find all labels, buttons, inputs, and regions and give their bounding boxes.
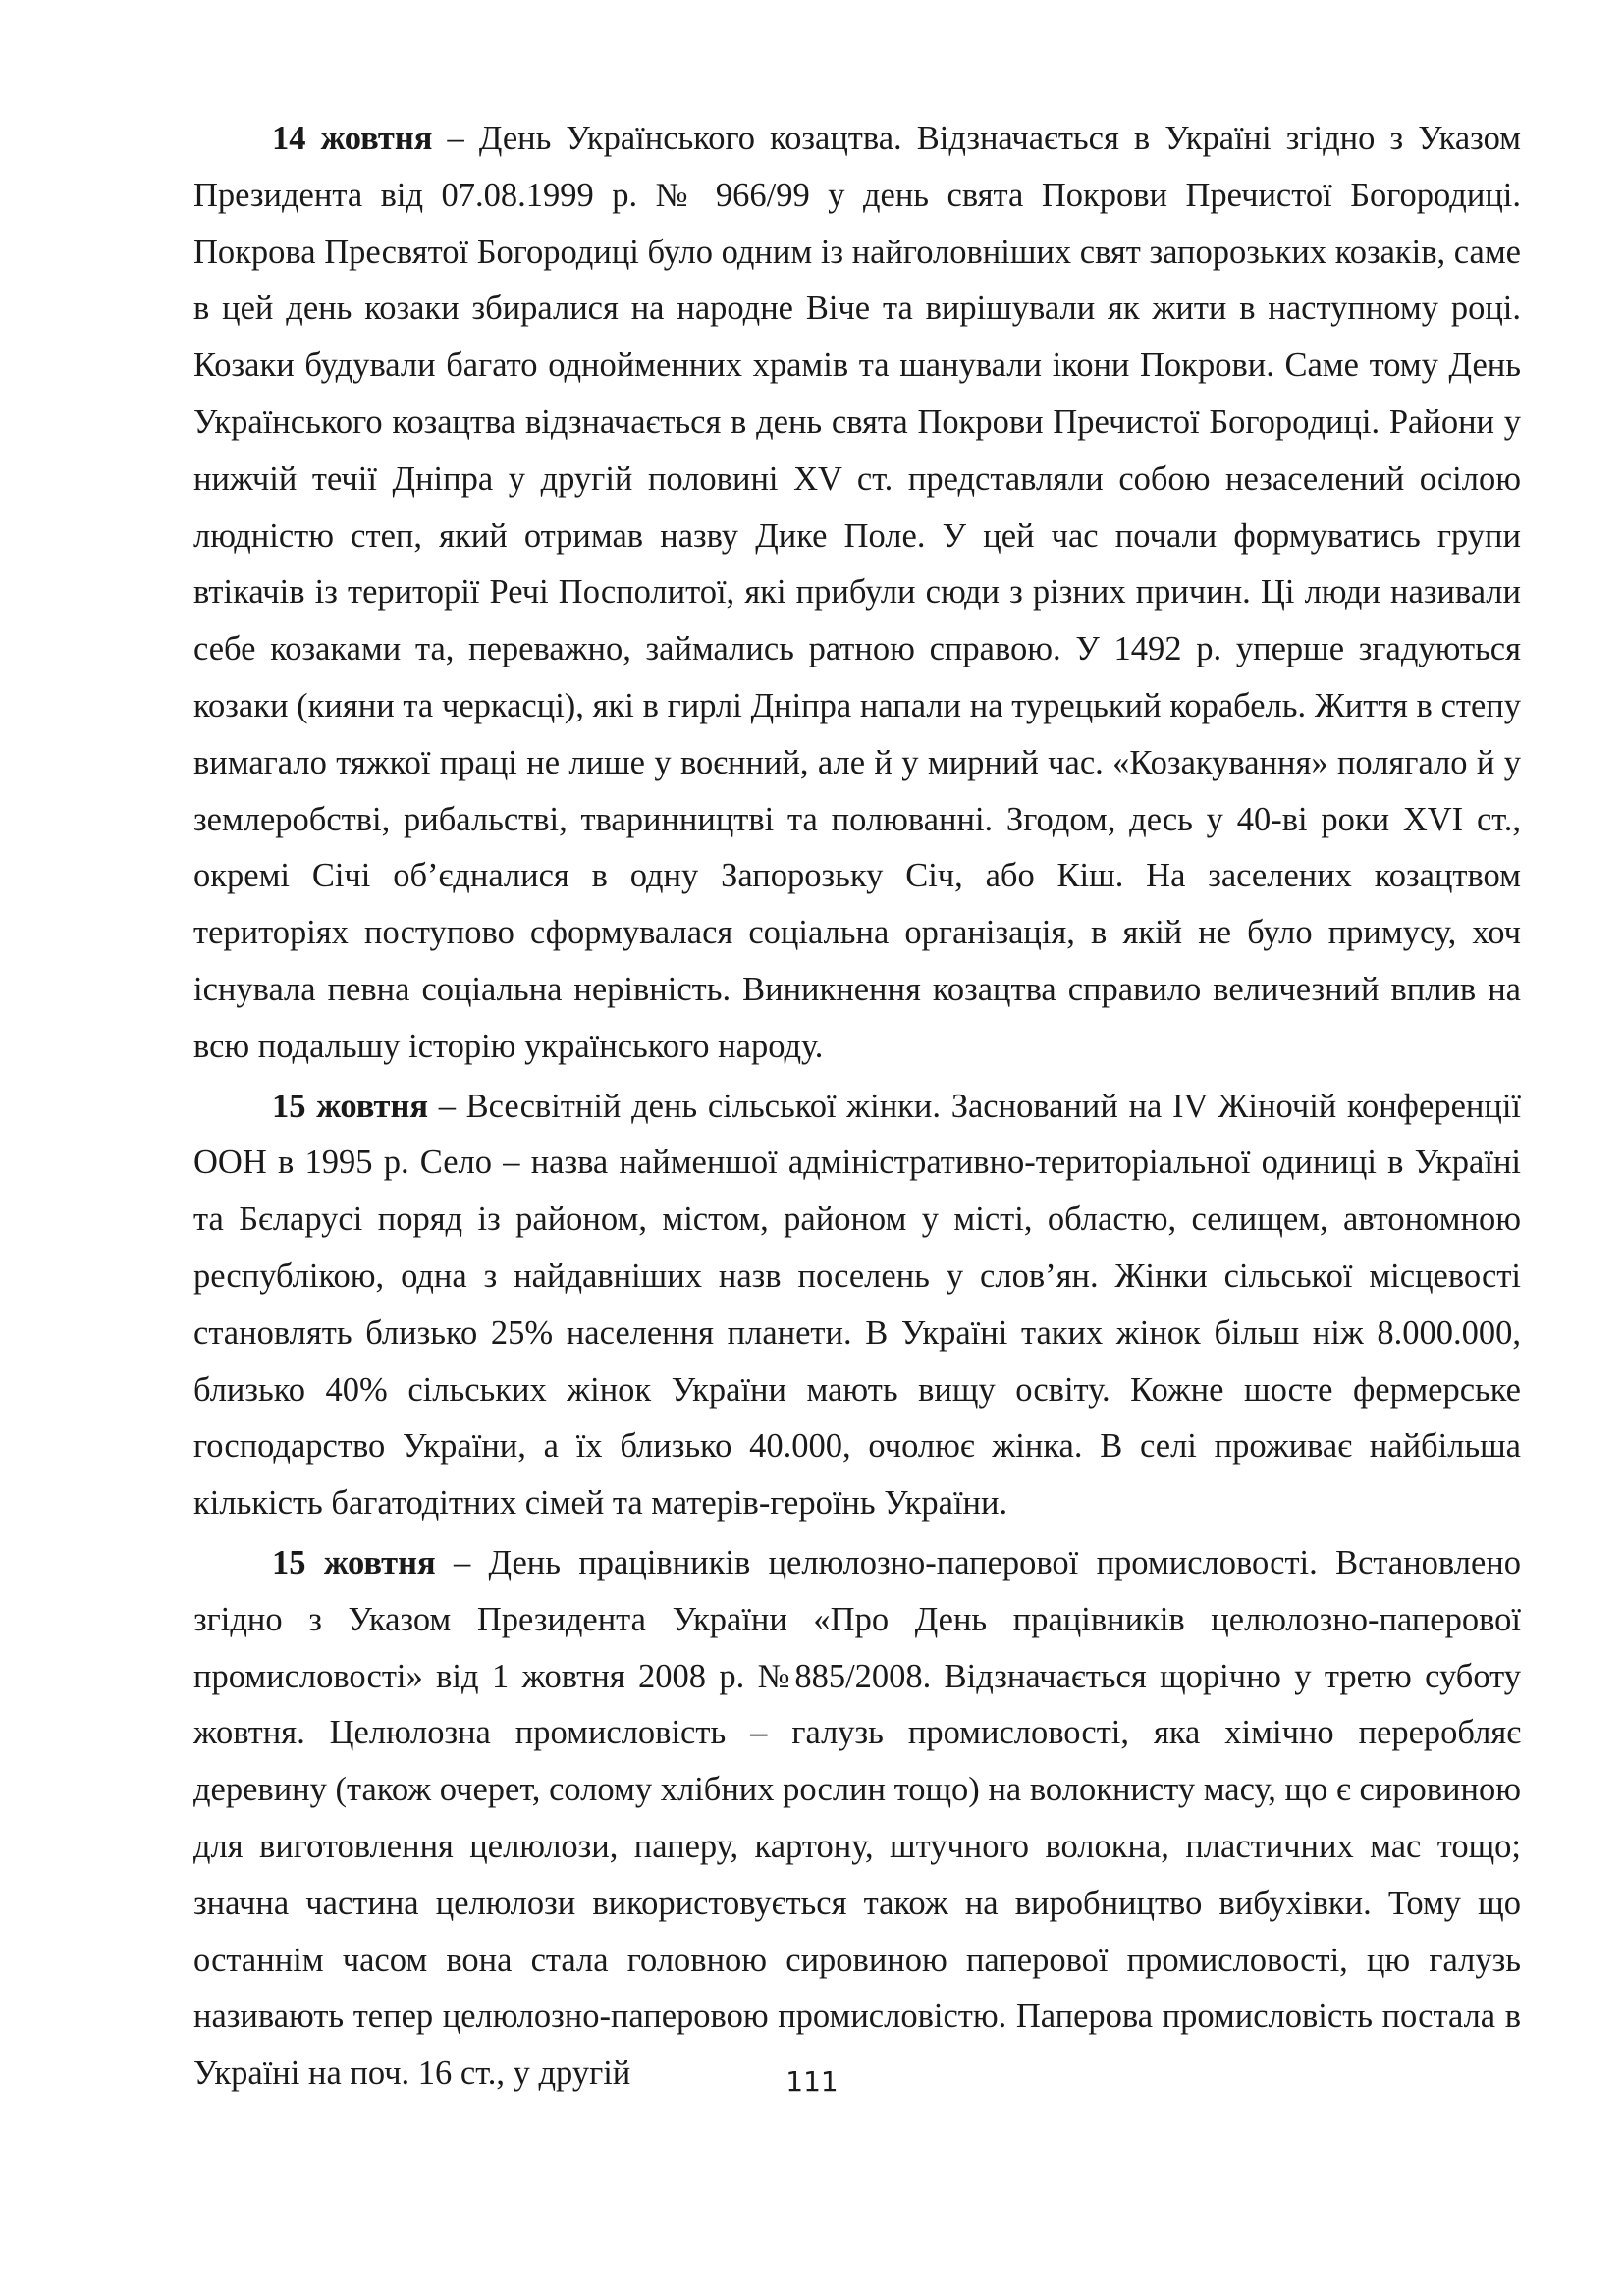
entry-text: – День Українського козацтва. Відзначається в Україні згідно з Указом Президента від 07.08.1999 р. № 966/99 у день свята Покрови Пречистої Богородиці. Покрова Пресвятої Богородиці було одним із найголовніших свят запорозьких козаків, саме в цей день козаки збиралися на народне Віче та вирішували як жити в наступному році. Козаки будували багато однойменних храмів та шанували ікони Покрови. Саме тому День Українського козацтва відзначається в день свята Покрови Пречистої Богородиці. Райони у нижчій течії Дніпра у другій половині XV ст. представляли собою незаселений осілою людністю степ, який отримав назву Дике Поле. У цей час почали формуватись групи втікачів із території Речі Посполитої, які прибули сюди з різних причин. Ці люди називали себе козаками та, переважно, займались ратною справою. У 1492 р. уперше згадуються козаки (кияни та черкасці), які в гирлі Дніпра напали на турецький корабель. Життя в степу вимагало тяжкої праці не лише у воєнний, але й у мирний час. «Козакування» полягало й у землеробстві, рибальстві, тваринництві та полюванні. Згодом, десь у 40-ві роки XVI ст., окремі Січі об’єдналися в одну Запорозьку Січ, або Кіш. На заселених козацтвом територіях поступово сформувалася соціальна організація, в якій не було примусу, хоч існувала певна соціальна нерівність. Виникнення козацтва справило величезний вплив на всю подальшу історію українського народу.: [193, 120, 1521, 1065]
paragraph-cossack-day: [193, 111, 1521, 1076]
paragraph-rural-women-day: [193, 1079, 1521, 1532]
entry-text: – Всесвітній день сільської жінки. Заснований на IV Жіночій конференції ООН в 1995 р. Село – назва найменшої адміністративно-територіальної одиниці в Україні та Бєларусі поряд із районом, містом, районом у місті, областю, селищем, автономною республікою, одна з найдавніших назв поселень у слов’ян. Жінки сільської місцевості становлять близько 25% населення планети. В Україні таких жінок більш ніж 8.000.000, близько 40% сільських жінок України мають вищу освіту. Кожне шосте фермерське господарство України, а їх близько 40.000, очолює жінка. В селі проживає найбільша кількість багатодітних сімей та матерів-героїнь України.: [193, 1087, 1521, 1522]
entry-date: 15 жовтня: [272, 1543, 436, 1581]
document-body: [193, 111, 1521, 2106]
entry-date: 14 жовтня: [272, 120, 433, 157]
entry-date: 15 жовтня: [272, 1087, 429, 1125]
entry-text: – День працівників целюлозно-паперової промисловості. Встановлено згідно з Указом Президента України «Про День працівників целюлозно-паперової промисловості» від 1 жовтня 2008 р. №885/2008. Відзначається щорічно у третю суботу жовтня. Целюлозна промисловість – галузь промисловості, яка хімічно переробляє деревину (також очерет, солому хлібних рослин тощо) на волокнисту масу, що є сировиною для виготовлення целюлози, паперу, картону, штучного волокна, пластичних мас тощо; значна частина целюлози використовується також на виробництво вибухівки. Тому що останнім часом вона стала головною сировиною паперової промисловості, цю галузь називають тепер целюлозно-паперовою промисловістю. Паперова промисловість постала в Україні на поч. 16 ст., у другій: [193, 1543, 1521, 2093]
paragraph-pulp-paper-day: [193, 1535, 1521, 2103]
page-number: 111: [785, 2065, 839, 2098]
